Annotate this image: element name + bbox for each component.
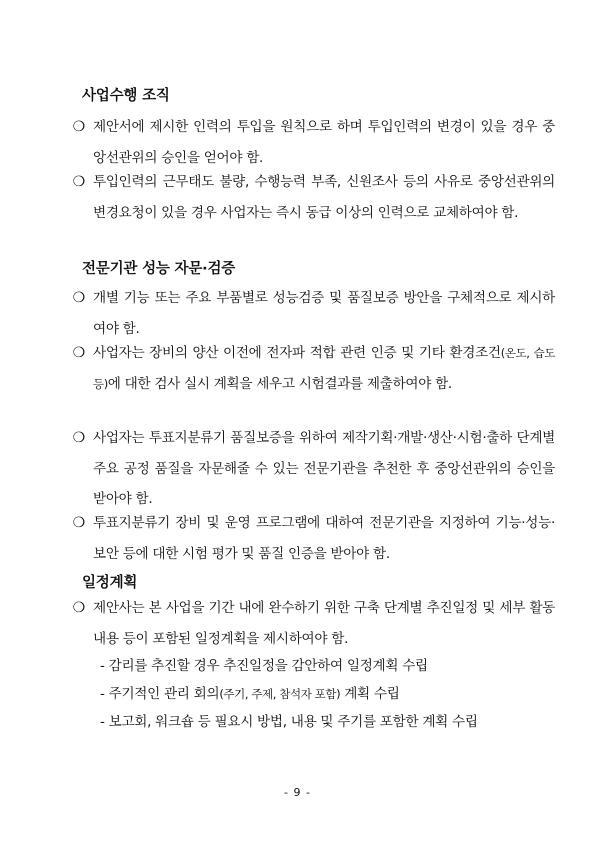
- section-heading-organization: 사업수행 조직: [82, 88, 170, 104]
- bullet-icon: ❍: [72, 515, 86, 531]
- bullet-icon: ❍: [72, 174, 86, 190]
- subitem-text-small: (주기, 주제, 참석자 포함): [219, 687, 341, 701]
- item-staff-assignment: 제안서에 제시한 인력의 투입을 원칙으로 하며 투입인력의 변경이 있을 경우 중앙선관위의 승인을 얻어야 함.: [93, 119, 555, 166]
- bullet-icon: ❍: [72, 600, 86, 616]
- subitem-text: - 감리를 추진할 경우 추진일정을 감안하여 일정계획 수립: [100, 658, 428, 674]
- bullet-icon: ❍: [72, 430, 86, 446]
- subitem-report-workshop: [100, 707, 478, 738]
- item-performance-verification: 개별 기능 또는 주요 부품별로 성능검증 및 품질보증 방안을 구체적으로 제시하여야 함.: [93, 290, 555, 337]
- item-emc-certification: [93, 338, 555, 399]
- item-emc-text-before: 사업자는 장비의 양산 이전에 전자파 적합 관련 인증 및 기타 환경조건: [93, 345, 501, 361]
- bullet-icon: ❍: [72, 119, 86, 135]
- subitem-text: - 보고회, 워크숍 등 필요시 방법, 내용 및 주기를 포함한 계획 수립: [100, 714, 478, 730]
- item-test-certification: 투표지분류기 장비 및 운영 프로그램에 대하여 전문기관을 지정하여 기능·성능·보안 등에 대한 시험 평가 및 품질 인증을 받아야 함.: [93, 515, 555, 562]
- bullet-icon: ❍: [72, 345, 86, 361]
- section-heading-expert-review: 전문기관 성능 자문·검증: [82, 261, 236, 277]
- page-number: - 9 -: [284, 786, 311, 799]
- subitem-text-before: - 주기적인 관리 회의: [100, 686, 220, 702]
- item-staff-replacement: 투입인력의 근무태도 불량, 수행능력 부족, 신원조사 등의 사유로 중앙선관위의 변경요청이 있을 경우 사업자는 즉시 동급 이상의 인력으로 교체하여야 함.: [93, 174, 555, 221]
- subitem-management-meeting: [100, 679, 400, 710]
- item-quality-assurance-expert: 사업자는 투표지분류기 품질보증을 위하여 제작기획·개발·생산·시험·출하 단계별 주요 공정 품질을 자문해줄 수 있는 전문기관을 추천한 후 중앙선관위의 승인을 받아야 함.: [93, 430, 555, 507]
- section-heading-schedule: 일정계획: [82, 575, 138, 591]
- item-emc-text-after: 에 대한 검사 실시 계획을 세우고 시험결과를 제출하여야 함.: [107, 375, 452, 392]
- item-emc-text-small: (온도, 습도 등): [93, 346, 555, 391]
- bullet-icon: ❍: [72, 290, 86, 306]
- subitem-audit-schedule: [100, 651, 428, 682]
- item-schedule-plan: 제안사는 본 사업을 기간 내에 완수하기 위한 구축 단계별 추진일정 및 세부 활동 내용 등이 포함된 일정계획을 제시하여야 함.: [93, 600, 555, 647]
- subitem-text-after: 계획 수립: [340, 686, 400, 702]
